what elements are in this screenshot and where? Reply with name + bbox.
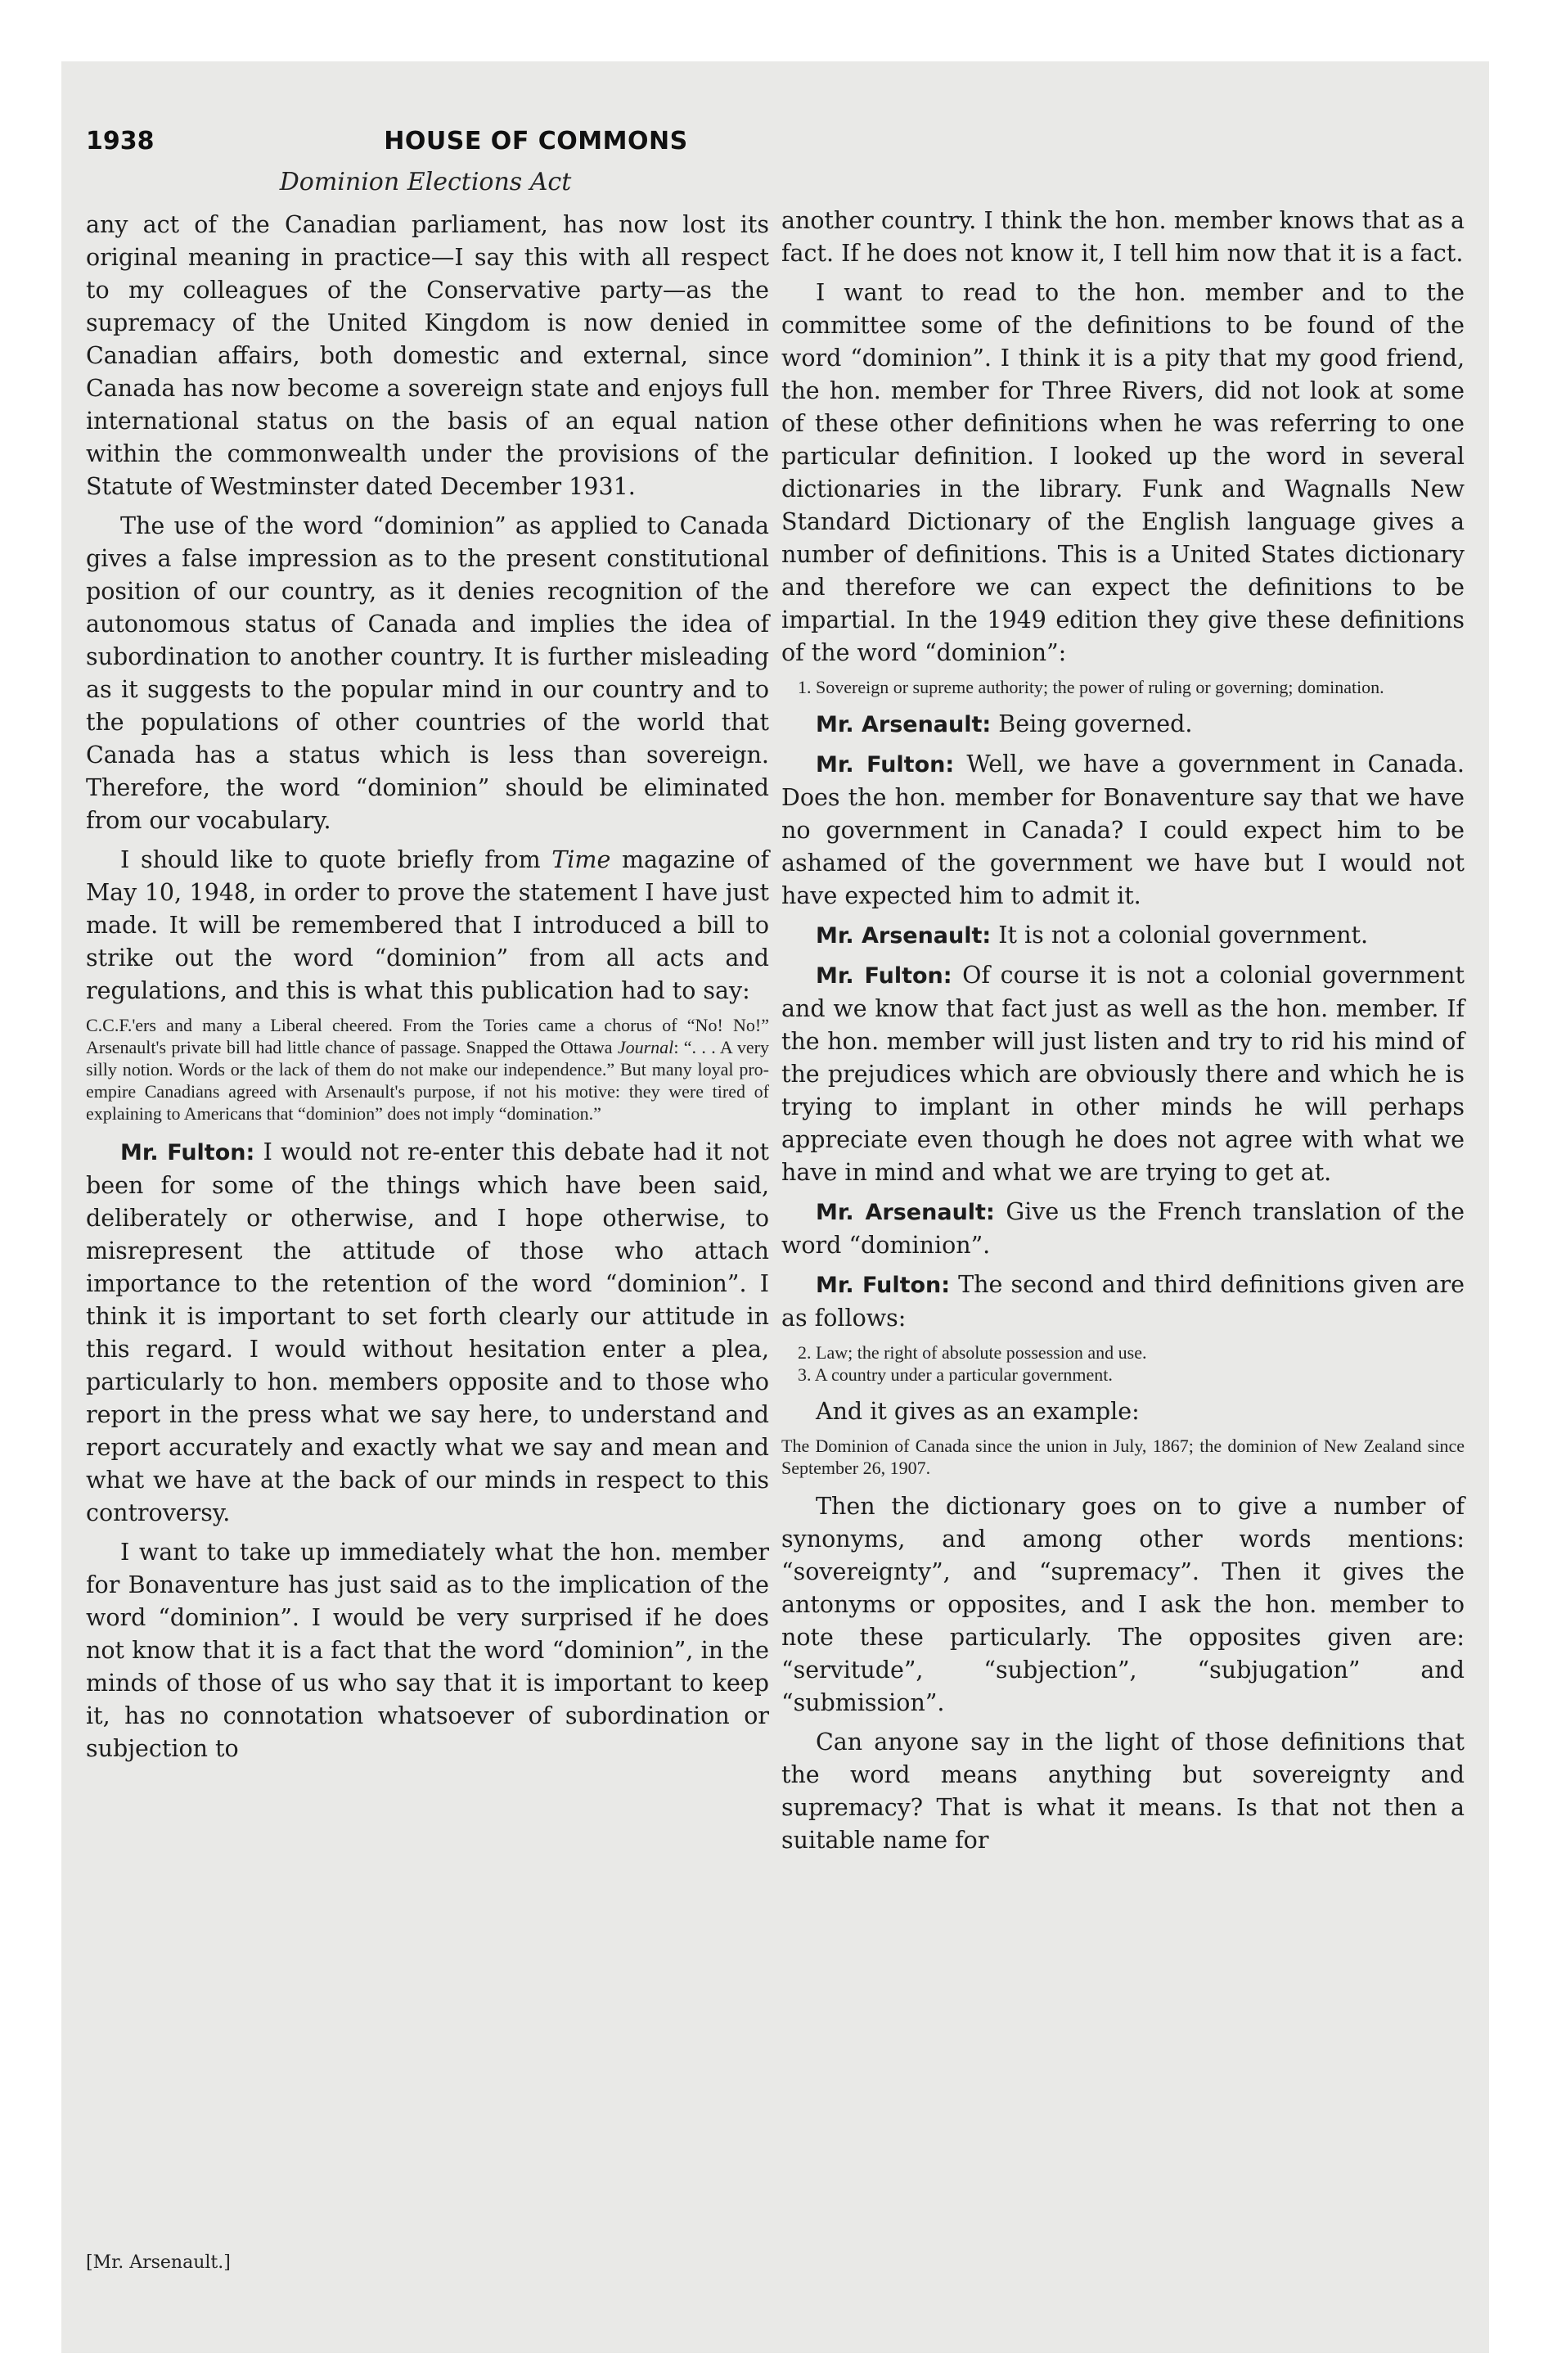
section-subtitle: Dominion Elections Act <box>279 168 572 196</box>
right-column <box>781 205 1465 1864</box>
paragraph: Then the dictionary goes on to give a number of synonyms, and among other words mentions: “sovereignty”, and “supremacy”. Then it gives the antonyms or opposites, and I ask the hon. member to note these particularly. The opposites given are: “servitude”, “subjection”, “subjugation” and “submission”. <box>781 1493 1465 1716</box>
left-column <box>86 209 769 1772</box>
speaker-name: Mr. Fulton: <box>816 752 955 778</box>
definition-list <box>781 1341 1465 1386</box>
definition-list <box>781 676 1465 698</box>
definition-item: 2. Law; the right of absolute possession and use. <box>798 1342 1147 1363</box>
block-quote: The Dominion of Canada since the union in July, 1867; the dominion of New Zealand since September 26, 1907. <box>781 1436 1465 1478</box>
definition-item: 1. Sovereign or supreme authority; the power of ruling or governing; domination. <box>798 677 1384 697</box>
publication-title: Time <box>551 846 611 873</box>
block-quote: C.C.F.'ers and many a Liberal cheered. From the Tories came a chorus of “No! No!” Arsenault's private bill had little chance of passage. Snapped the Ottawa Journal: “. . . A very silly notion. Words or the lack of them do not make our independence.” But many loyal pro-empire Canadians agreed with Arsenault's purpose, if not his motive: they were tired of explaining to Americans that “dominion” does not imply “domination.” <box>86 1015 769 1124</box>
speaker-name: Mr. Fulton: <box>816 1273 951 1298</box>
running-title: HOUSE OF COMMONS <box>384 127 688 156</box>
speaker-name: Mr. Fulton: <box>120 1140 255 1165</box>
paragraph: I should like to quote briefly from Time magazine of May 10, 1948, in order to prove the statement I have just made. It will be remembered that I introduced a bill to strike out the word “dominion” from all acts and regulations, and this is what this publication had to say: <box>86 846 769 1004</box>
paragraph: I want to take up immediately what the hon. member for Bonaventure has just said as to the implication of the word “dominion”. I would be very surprised if he does not know that it is a fact that the word “dominion”, in the minds of those of us who say that it is important to keep it, has no connotation whatsoever of subordination or subjection to <box>86 1539 769 1762</box>
paragraph: I want to read to the hon. member and to the committee some of the definitions to be found of the word “dominion”. I think it is a pity that my good friend, the hon. member for Three Rivers, did not look at some of these other definitions when he was referring to one particular definition. I looked up the word in several dictionaries in the library. Funk and Wagnalls New Standard Dictionary of the English language gives a number of definitions. This is a United States dictionary and therefore we can expect the definitions to be impartial. In the 1949 edition they give these definitions of the word “dominion”: <box>781 279 1465 666</box>
speech-paragraph: Mr. Arsenault: It is not a colonial government. <box>816 922 1369 949</box>
speaker-name: Mr. Arsenault: <box>816 712 992 737</box>
paragraph: another country. I think the hon. member knows that as a fact. If he does not know it, I tell him now that it is a fact. <box>781 207 1465 267</box>
page-header <box>86 127 986 165</box>
speech-paragraph: Mr. Fulton: The second and third definitions given are as follows: <box>781 1271 1465 1332</box>
speaker-name: Mr. Arsenault: <box>816 923 992 949</box>
definition-item: 3. A country under a particular government. <box>798 1364 1113 1385</box>
paragraph: The use of the word “dominion” as applied to Canada gives a false impression as to the present constitutional position of our country, as it denies recognition of the autonomous status of Canada and implies the idea of subordination to another country. It is further misleading as it suggests to the popular mind in our country and to the populations of other countries of the world that Canada has a status which is less than sovereign. Therefore, the word “dominion” should be eliminated from our vocabulary. <box>86 512 769 834</box>
page-number: 1938 <box>86 127 155 156</box>
paragraph: And it gives as an example: <box>816 1398 1140 1425</box>
speech-paragraph: Mr. Arsenault: Give us the French translation of the word “dominion”. <box>781 1198 1465 1259</box>
speaker-footnote: [Mr. Arsenault.] <box>86 2252 231 2273</box>
document-page <box>61 61 1489 2353</box>
speech-paragraph: Mr. Arsenault: Being governed. <box>816 710 1193 737</box>
speaker-name: Mr. Arsenault: <box>816 1200 995 1225</box>
speech-paragraph: Mr. Fulton: I would not re-enter this debate had it not been for some of the things which have been said, deliberately or otherwise, and I hope otherwise, to misrepresent the attitude of those who attach importance to the retention of the word “dominion”. I think it is important to set forth clearly our attitude in this regard. I would without hesitation enter a plea, particularly to hon. members opposite and to those who report in the press what we say here, to understand and report accurately and exactly what we say and mean and what we have at the back of our minds in respect to this controversy. <box>86 1138 769 1526</box>
paragraph: Can anyone say in the light of those definitions that the word means anything but sovereignty and supremacy? That is what it means. Is that not then a suitable name for <box>781 1729 1465 1854</box>
paragraph: any act of the Canadian parliament, has now lost its original meaning in practice—I say this with all respect to my colleagues of the Conservative party—as the supremacy of the United Kingdom is now denied in Canadian affairs, both domestic and external, since Canada has now become a sovereign state and enjoys full international status on the basis of an equal nation within the commonwealth under the provisions of the Statute of Westminster dated December 1931. <box>86 211 769 500</box>
speaker-name: Mr. Fulton: <box>816 963 952 989</box>
speech-paragraph: Mr. Fulton: Of course it is not a colonial government and we know that fact just as well as the hon. member. If the hon. member will just listen and try to rid his mind of the prejudices which are obviously there and which he is trying to implant in other minds he will perhaps appreciate even though he does not agree with what we have in mind and what we are trying to get at. <box>781 962 1465 1186</box>
speech-paragraph: Mr. Fulton: Well, we have a government in Canada. Does the hon. member for Bonaventure say that we have no government in Canada? I could expect him to be ashamed of the government we have but I would not have expected him to admit it. <box>781 751 1465 909</box>
